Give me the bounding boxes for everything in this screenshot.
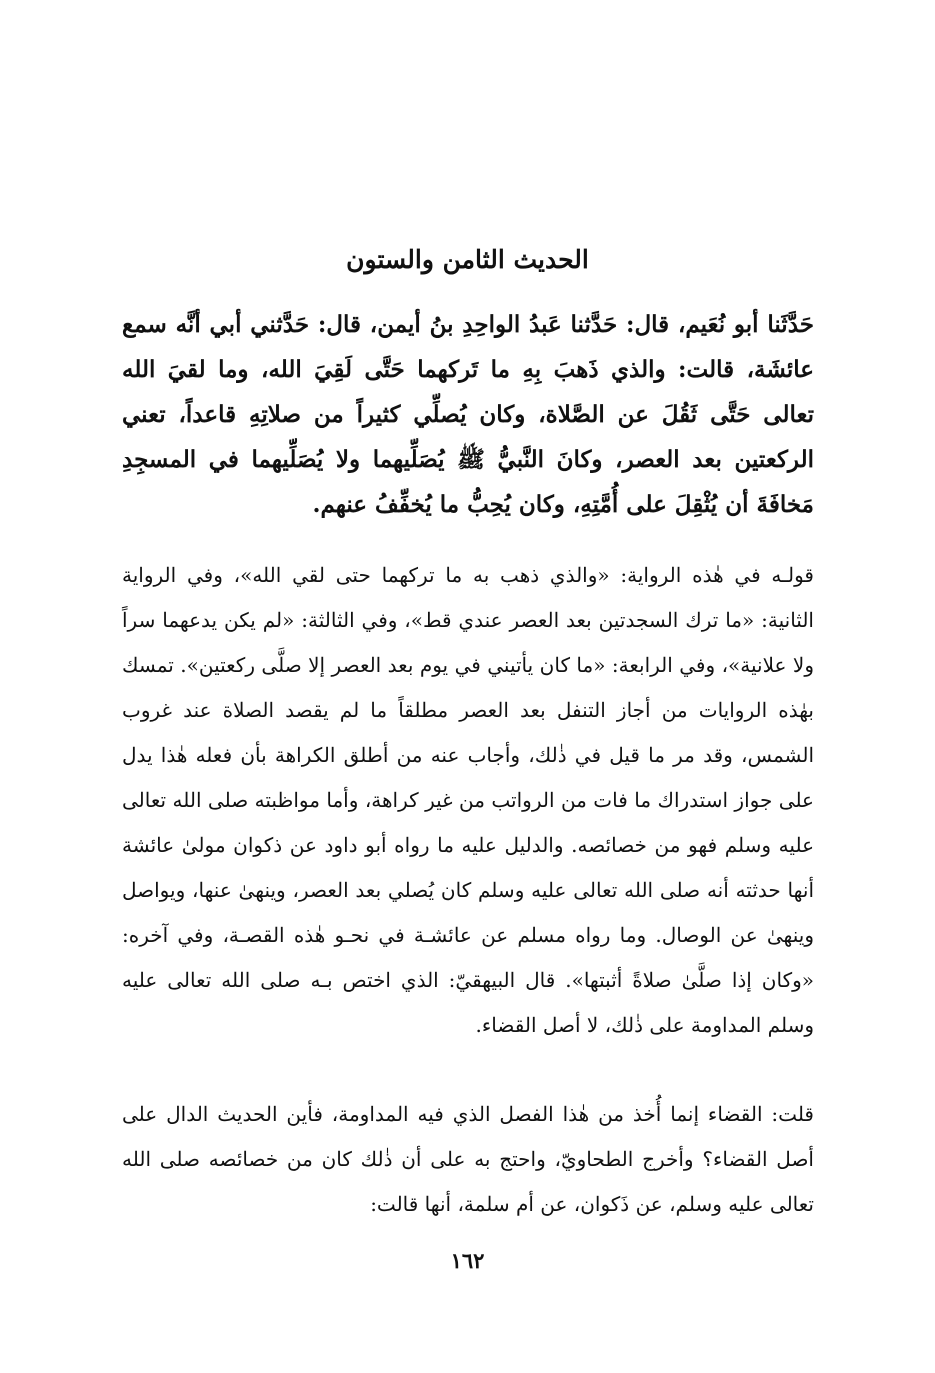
page-number: ١٦٢: [450, 1248, 485, 1273]
commentary-paragraph: قولـه في هٰذه الرواية: «والذي ذهب به ما تركهما حتى لقي الله»، وفي الرواية الثانية: «ما ترك السجدتين بعد العصر عندي قط»، وفي الثالثة: «لم يكن يدعهما سراً ولا علانية»، وفي الرابعة: «ما كان يأتيني في يوم بعد العصر إلا صلَّى ركعتين». تمسك بهٰذه الروايات من أجاز التنفل بعد العصر مطلقاً ما لم يقصد الصلاة عند غروب الشمس، وقد مر ما قيل في ذٰلك، وأجاب عنه من أطلق الكراهة بأن فعله هٰذا يدل على جواز استدراك ما فات من الرواتب من غير كراهة، وأما مواظبته صلى الله تعالى عليه وسلم فهو من خصائصه. والدليل عليه ما رواه أبو داود عن ذكوان مولىٰ عائشة أنها حدثته أنه صلى الله تعالى عليه وسلم كان يُصلي بعد العصر، وينهىٰ عنها، ويواصل وينهىٰ عن الوصال. وما رواه مسلم عن عائشـة في نحـو هٰذه القصـة، وفي آخره: «وكان إذا صلَّىٰ صلاةً أثبتها». قال البيهقيّ: الذي اختص بـه صلى الله تعالى عليه وسلم المداومة على ذٰلك، لا أصل القضاء.: [122, 563, 814, 1037]
chapter-heading: الحديث الثامن والستون: [346, 245, 589, 274]
note-paragraph: قلت: القضاء إنما أُخذ من هٰذا الفصل الذي فيه المداومة، فأين الحديث الدال على أصل القضاء؟ وأخرج الطحاويّ، واحتج به على أن ذٰلك كان من خصائصه صلى الله تعالى عليه وسلم، عن ذَكوان، عن أم سلمة، أنها قالت:: [122, 1102, 814, 1216]
hadith-text: حَدَّثَنا أبو نُعَيم، قال: حَدَّثنا عَبدُ الواحِدِ بنُ أيمن، قال: حَدَّثني أبي أنَّه سمع عائشَة، قالت: والذي ذَهبَ بِهِ ما تَركهما حَتَّى لَقِيَ الله، وما لقيَ الله تعالى حَتَّى ثَقُلَ عن الصَّلاة، وكان يُصلِّي كثيراً من صلاتِهِ قاعداً، تعني الركعتين بعد العصر، وكانَ النَّبيُّ ﷺ يُصَلِّيهما ولا يُصَلِّيهما في المسجِدِ مَخافَةَ أن يُثْقِلَ على أُمَّتِهِ، وكان يُحِبُّ ما يُخفِّفُ عنهم.: [122, 311, 814, 518]
